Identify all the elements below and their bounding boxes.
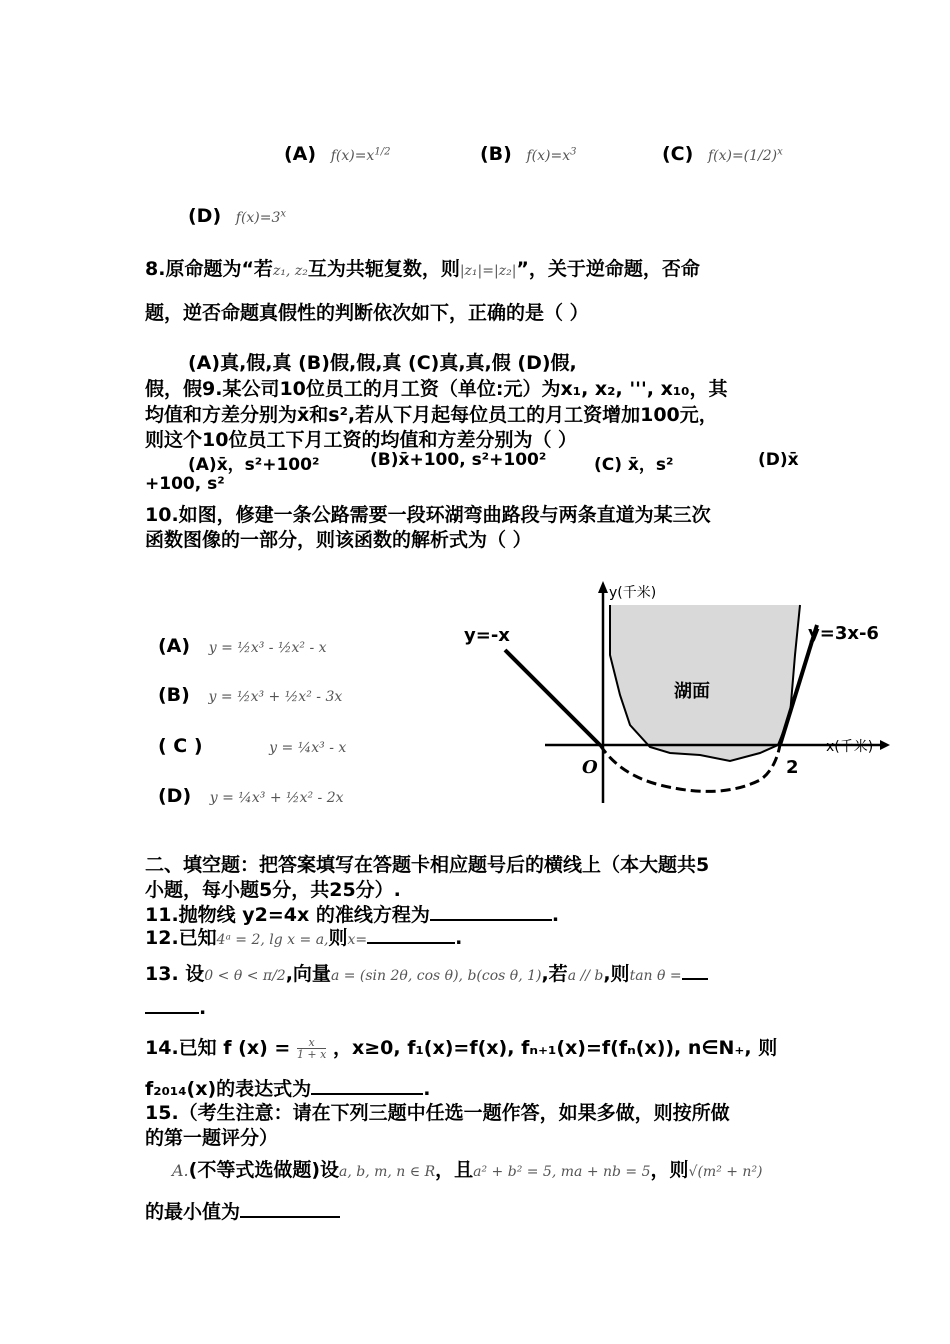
q7-a-label: (A) xyxy=(284,143,317,165)
q15-part-a: A.(不等式选做题)设a, b, m, n ∈ R，且a² + b² = 5, ma + nb = 5，则√(m² + n²) xyxy=(172,1159,763,1181)
lake-road-figure xyxy=(460,575,900,810)
q9-option-c: (C) x̄，s² xyxy=(594,455,674,475)
q8-line2: 题，逆否命题真假性的判断依次如下，正确的是（ ） xyxy=(145,302,589,324)
q7-option-b xyxy=(480,143,577,165)
q13-answer-blank-2[interactable] xyxy=(145,996,199,1014)
q15-answer-blank[interactable] xyxy=(240,1200,340,1218)
q10-line1: 10.如图，修建一条公路需要一段环湖弯曲路段与两条直道为某三次 xyxy=(145,504,711,526)
q7-a-math: $f(x)=x^{1/2}$ xyxy=(330,146,391,164)
q12: 12.已知4ᵃ = 2, lg x = a,则x= . xyxy=(145,927,463,949)
q14-fraction: $\frac{x}{1 + x}$ xyxy=(296,1036,327,1061)
x-tick-2: 2 xyxy=(786,757,799,778)
origin-label: O xyxy=(582,757,598,778)
q13-cont: . xyxy=(145,996,206,1019)
q10-option-a: (A) y = ½x³ - ½x² - x xyxy=(158,635,327,657)
q15-line2: 的第一题评分） xyxy=(145,1127,279,1149)
q14-line1: 14.已知 f (x) = $\frac{x}{1 + x}$ ，x≥0, f₁(x)=f(x), fₙ₊₁(x)=f(fₙ(x)), n∈N₊, 则 xyxy=(145,1036,778,1061)
q8-options: (A)真,假,真 (B)假,假,真 (C)真,真,假 (D)假, xyxy=(188,352,577,374)
q7-b-label: (B) xyxy=(480,143,512,165)
q10-line2: 函数图像的一部分，则该函数的解析式为（ ） xyxy=(145,529,532,551)
q7-c-label: (C) xyxy=(662,143,694,165)
q11-answer-blank[interactable] xyxy=(430,903,552,921)
q8-line1: 8.原命题为“若z₁, z₂互为共轭复数，则|z₁|=|z₂|”，关于逆命题，否命 xyxy=(145,258,700,280)
section2-line2: 小题，每小题5分，共25分）. xyxy=(145,879,401,901)
q14-answer-blank[interactable] xyxy=(311,1077,423,1095)
q13-answer-blank-1[interactable] xyxy=(682,962,708,980)
q9-option-b: (B)x̄+100, s²+100² xyxy=(370,450,547,470)
q7-b-math: $f(x)=x^3$ xyxy=(526,146,577,164)
q15-line4: 的最小值为 xyxy=(145,1197,340,1224)
q10-option-c: ( C ) y = ¼x³ - x xyxy=(158,735,347,757)
q9-line1: 假，假9.某公司10位员工的月工资（单位:元）为x₁, x₂, ''', x₁₀，其 xyxy=(145,378,728,400)
q7-d-label: (D) xyxy=(188,205,222,227)
q10-option-b: (B) y = ½x³ + ½x² - 3x xyxy=(158,684,343,706)
q10-option-d: (D) y = ¼x³ + ½x² - 2x xyxy=(158,785,344,807)
q7-option-d xyxy=(188,205,286,227)
x-axis-label: x(千米) xyxy=(826,739,874,755)
q7-option-a xyxy=(284,143,390,165)
q15-line1: 15.（考生注意：请在下列三题中任选一题作答，如果多做，则按所做 xyxy=(145,1102,730,1124)
y-axis-arrow xyxy=(598,581,608,593)
q7-c-math: $f(x)=(1/2)^x$ xyxy=(707,146,783,164)
q12-answer-blank[interactable] xyxy=(367,926,455,944)
q9-line3: 则这个10位员工下月工资的均值和方差分别为（ ） xyxy=(145,429,578,451)
q11: 11.抛物线 y2=4x 的准线方程为 . xyxy=(145,904,560,926)
y-axis-label: y(千米) xyxy=(609,585,657,601)
q7-d-math: $f(x)=3^x$ xyxy=(235,208,287,226)
section2-line1: 二、填空题：把答案填写在答题卡相应题号后的横线上（本大题共5 xyxy=(145,854,710,876)
q7-option-c xyxy=(662,143,783,165)
q9-option-a: (A)x̄，s²+100² xyxy=(188,455,320,475)
q9-option-d: (D)x̄ xyxy=(758,450,799,470)
x-axis-arrow xyxy=(880,740,890,750)
q14-line2: f₂₀₁₄(x)的表达式为 . xyxy=(145,1078,431,1100)
road-left xyxy=(505,650,600,745)
q9-line2: 均值和方差分别为x̄和s²,若从下月起每位员工的月工资增加100元， xyxy=(145,404,718,426)
q13: 13. 设0 < θ < π/2,向量a = (sin 2θ, cos θ), b(cos θ, 1),若a // b,则tan θ = xyxy=(145,959,708,986)
q9-option-d-tail: +100, s² xyxy=(145,474,225,494)
right-road-label: y=3x-6 xyxy=(808,623,879,644)
left-road-label: y=-x xyxy=(464,625,510,646)
lake-label: 湖面 xyxy=(674,681,710,702)
